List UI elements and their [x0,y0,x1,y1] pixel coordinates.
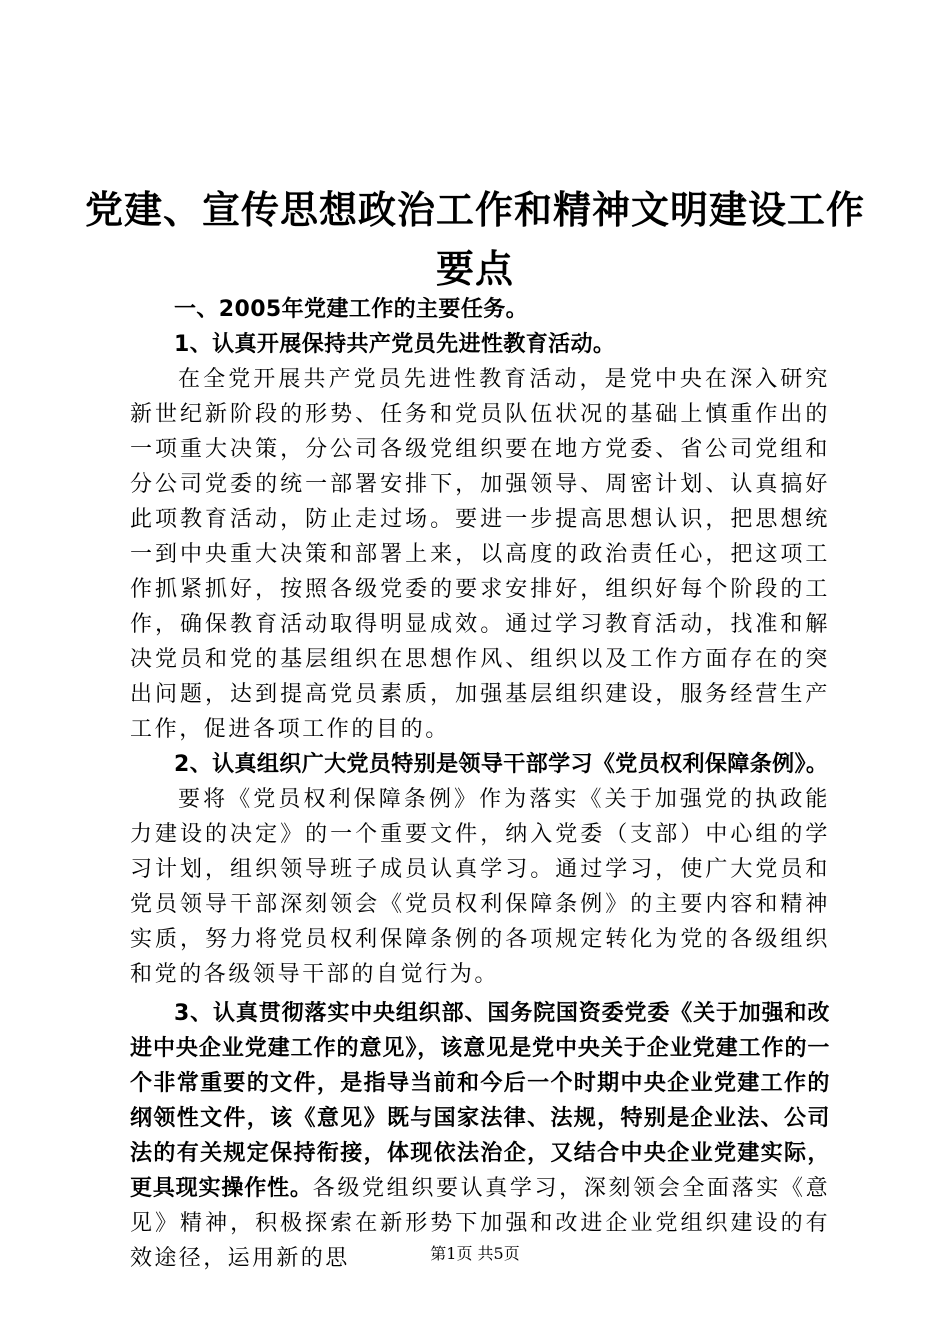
item1-heading: 1、认真开展保持共产党员先进性教育活动。 [174,332,616,357]
document-body [130,292,830,1276]
page-number-footer: 第1页 共5页 [430,1244,520,1263]
item3-body: 各级党组织要认真学习，深刻领会全面落实《意见》精神，积极探索在新形势下加强和改进企业党组织建设的有效途径，运用新的思 [130,1176,830,1271]
document-title-line1: 党建、宣传思想政治工作和精神文明建设工作 [84,188,865,232]
section1-heading: 一、2005年党建工作的主要任务。 [174,297,529,322]
item3-heading: 3、认真贯彻落实中央组织部、国务院国资委党委《关于加强和改进中央企业党建工作的意见》，该意见是党中央关于企业党建工作的一个非常重要的文件，是指导当前和今后一个时期中央企业党建工作的纲领性文件，该《意见》既与国家法律、法规，特别是企业法、公司法的有关规定保持衔接，体现依法治企，又结合中央企业党建实际，更具现实操作性。 [130,1001,830,1201]
item1-paragraph: 在全党开展共产党员先进性教育活动，是党中央在深入研究新世纪新阶段的形势、任务和党员队伍状况的基础上慎重作出的一项重大决策，分公司各级党组织要在地方党委、省公司党组和分公司党委的统一部署安排下，加强领导、周密计划、认真搞好此项教育活动，防止走过场。要进一步提高思想认识，把思想统一到中央重大决策和部署上来，以高度的政治责任心，把这项工作抓紧抓好，按照各级党委的要求安排好，组织好每个阶段的工作，确保教育活动取得明显成效。通过学习教育活动，找准和解决党员和党的基层组织在思想作风、组织以及工作方面存在的突出问题，达到提高党员素质，加强基层组织建设，服务经营生产工作，促进各项工作的目的。 [130,367,830,742]
item2-paragraph: 要将《党员权利保障条例》作为落实《关于加强党的执政能力建设的决定》的一个重要文件，纳入党委（支部）中心组的学习计划，组织领导班子成员认真学习。通过学习，使广大党员和党员领导干部深刻领会《党员权利保障条例》的主要内容和精神实质，努力将党员权利保障条例的各项规定转化为党的各级组织和党的各级领导干部的自觉行为。 [130,787,830,987]
item2-heading: 2、认真组织广大党员特别是领导干部学习《党员权利保障条例》。 [174,752,829,777]
document-title-line2: 要点 [435,247,514,291]
item3-paragraph [130,996,830,1276]
